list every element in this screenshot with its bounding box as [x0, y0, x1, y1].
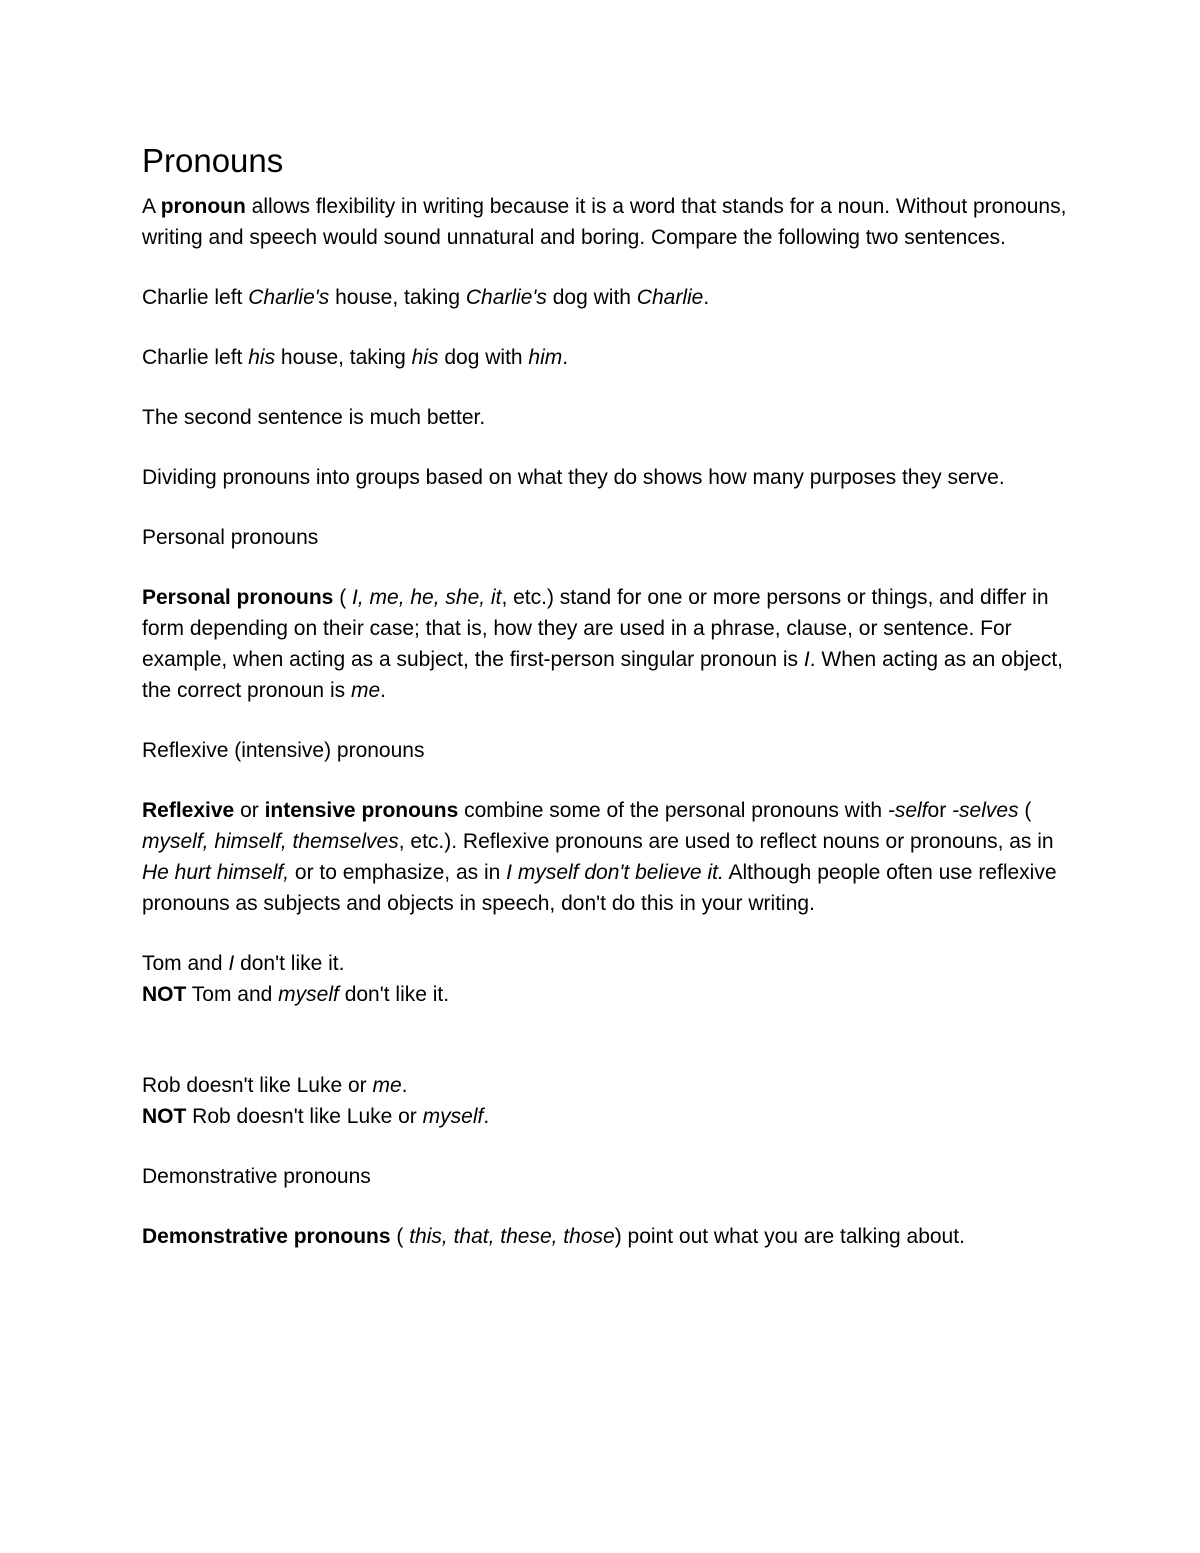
- reflexive-paragraph: Reflexive or intensive pronouns combine some of the personal pronouns with -selfor -selves ( myself, himself, themselves, etc.). Reflexive pronouns are used to reflect nouns or pronouns, as in He hurt himself, or to emphasize, as in I myself don't believe it. Although people often use reflexive pronouns as subjects and objects in speech, don't do this in your writing.: [142, 799, 1057, 915]
- section-heading-reflexive: Reflexive (intensive) pronouns: [142, 739, 425, 762]
- term-personal-pronouns: Personal pronouns: [142, 586, 334, 609]
- term-intensive-pronouns: intensive pronouns: [264, 799, 459, 822]
- demonstrative-paragraph: Demonstrative pronouns ( this, that, these, those) point out what you are talking about.: [142, 1225, 965, 1248]
- document-page: [142, 140, 1072, 1252]
- term-reflexive: Reflexive: [142, 799, 235, 822]
- term-pronoun: pronoun: [160, 195, 246, 218]
- intro-paragraph: A pronoun allows flexibility in writing because it is a word that stands for a noun. Without pronouns, writing and speech would sound unnatural and boring. Compare the following two sentences.: [142, 195, 1067, 249]
- personal-paragraph: Personal pronouns ( I, me, he, she, it, etc.) stand for one or more persons or things, and differ in form depending on their case; that is, how they are used in a phrase, clause, or sentence. For example, when acting as a subject, the first-person singular pronoun is I. When acting as an object, the correct pronoun is me.: [142, 586, 1064, 702]
- section-heading-personal: Personal pronouns: [142, 526, 319, 549]
- rob-incorrect: NOT Rob doesn't like Luke or myself.: [142, 1105, 490, 1128]
- example-sentence-1: Charlie left Charlie's house, taking Charlie's dog with Charlie.: [142, 286, 710, 309]
- tom-incorrect: NOT Tom and myself don't like it.: [142, 983, 450, 1006]
- rob-example: [142, 1070, 1072, 1132]
- tom-example: [142, 948, 1072, 1010]
- example-sentence-2: Charlie left his house, taking his dog with him.: [142, 346, 569, 369]
- rob-correct: Rob doesn't like Luke or me.: [142, 1074, 408, 1097]
- comparison-note: The second sentence is much better.: [142, 406, 486, 429]
- page-title: Pronouns: [142, 142, 284, 179]
- term-demonstrative-pronouns: Demonstrative pronouns: [142, 1225, 391, 1248]
- not-label: NOT: [142, 1105, 187, 1128]
- dividing-paragraph: Dividing pronouns into groups based on what they do shows how many purposes they serve.: [142, 466, 1005, 489]
- section-heading-demonstrative: Demonstrative pronouns: [142, 1165, 371, 1188]
- tom-correct: Tom and I don't like it.: [142, 952, 345, 975]
- not-label: NOT: [142, 983, 187, 1006]
